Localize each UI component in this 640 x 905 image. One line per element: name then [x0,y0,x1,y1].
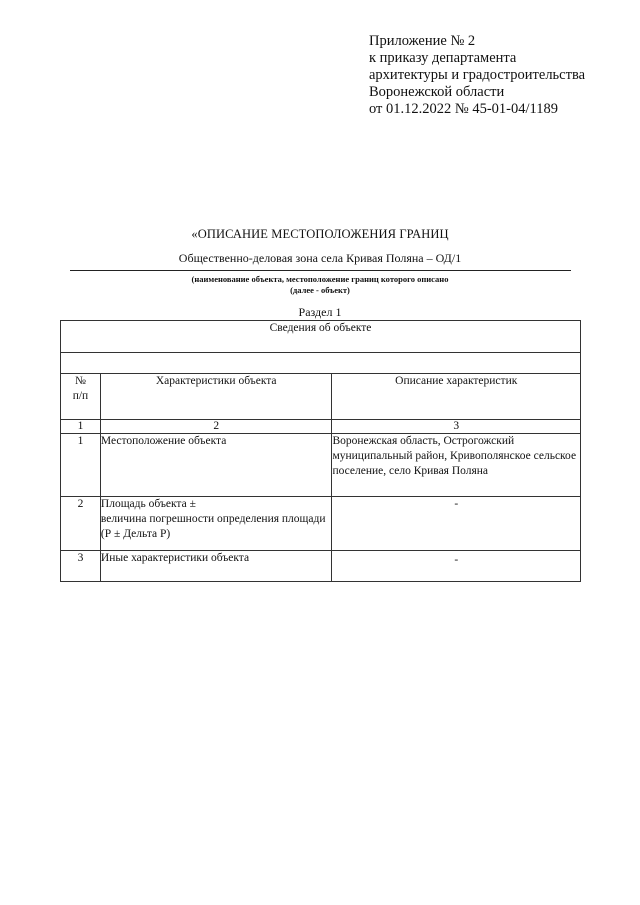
row-description: - [332,551,581,582]
underline-divider [70,270,571,271]
row-description: Воронежская область, Острогожский муниципальный район, Кривополянское сельское поселение, село Кривая Поляна [332,434,581,497]
appendix-line: архитектуры и градостроительства [369,67,586,83]
column-numbers-row [61,420,581,434]
table-row [61,434,581,497]
column-header-description: Описание характеристик [332,374,581,420]
appendix-block [369,33,585,118]
caption-line: (далее - объект) [290,285,350,295]
table-blank-row [61,353,581,374]
table-row [61,551,581,582]
column-header-num-line: № [74,375,86,387]
document-title: «ОПИСАНИЕ МЕСТОПОЛОЖЕНИЯ ГРАНИЦ [191,227,449,241]
section-label: Раздел 1 [298,305,342,319]
column-header-num-line: п/п [72,390,89,402]
row-number: 2 [61,497,101,551]
table-row [61,497,581,551]
column-number: 2 [100,420,332,434]
object-info-table [60,320,581,582]
column-header-num [61,374,101,420]
row-characteristic: Местоположение объекта [100,434,332,497]
column-number: 3 [332,420,581,434]
appendix-line: от 01.12.2022 № 45-01-04/1189 [369,101,559,117]
row-characteristic [100,497,332,551]
row-characteristic-line: Площадь объекта ± [100,498,196,510]
column-number: 1 [61,420,101,434]
table-header: Сведения об объекте [61,321,581,353]
table-blank-cell [61,353,581,374]
row-number: 3 [61,551,101,582]
column-header-row [61,374,581,420]
appendix-line: Приложение № 2 [369,33,476,49]
table-header-row [61,321,581,353]
appendix-line: к приказу департамента [369,50,517,66]
caption-line: (наименование объекта, местоположение границ которого описано [191,274,449,284]
row-characteristic-line: величина погрешности определения площади (Р ± Дельта Р) [100,513,326,540]
column-header-characteristics: Характеристики объекта [100,374,332,420]
object-caption [0,274,640,296]
object-name: Общественно-деловая зона села Кривая Поляна – ОД/1 [178,251,462,265]
appendix-line: Воронежской области [369,84,505,100]
row-characteristic: Иные характеристики объекта [100,551,332,582]
row-number: 1 [61,434,101,497]
row-description: - [332,497,581,551]
